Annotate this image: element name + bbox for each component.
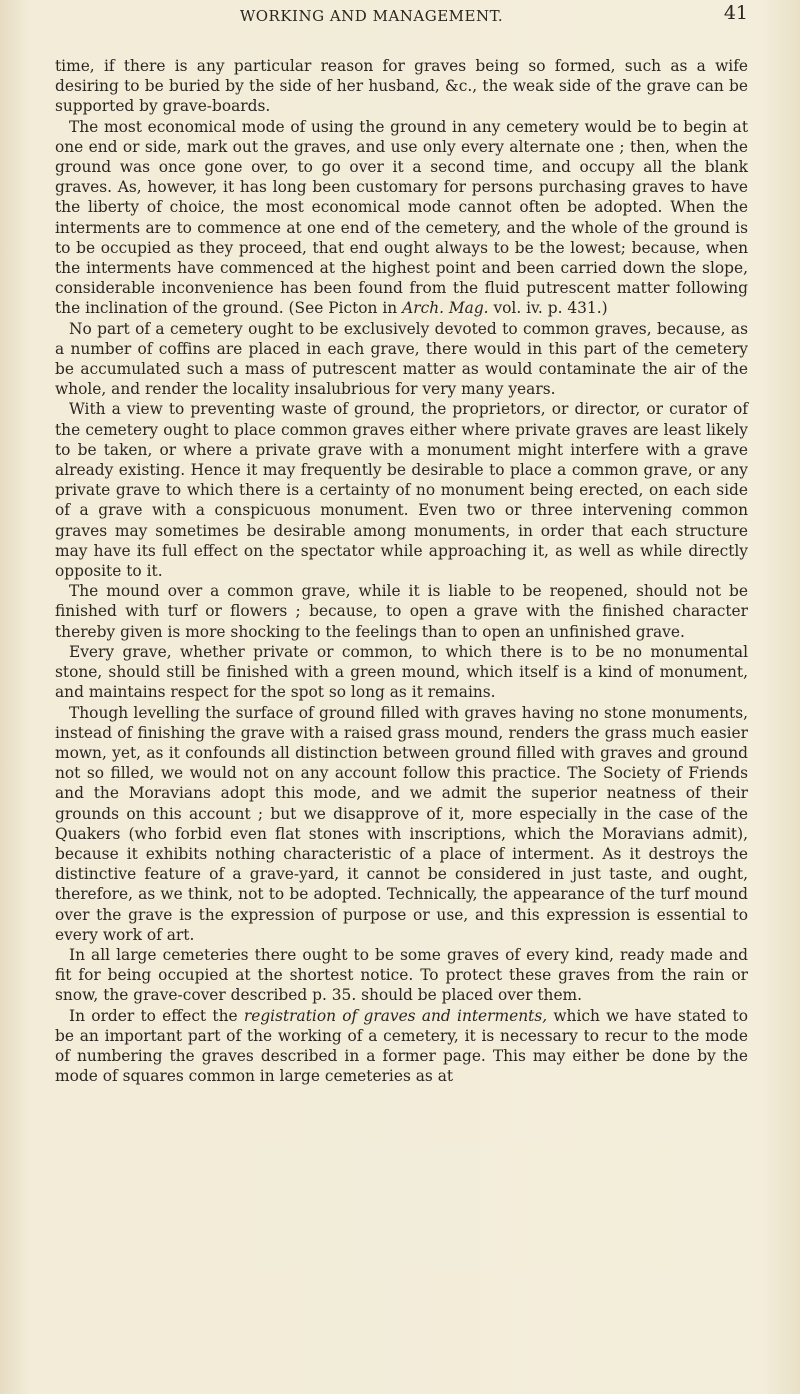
running-head: WORKING AND MANAGEMENT. — [239, 7, 504, 25]
paragraph-2-citation: vol. iv. p. 431.) — [488, 299, 608, 318]
paragraph-7 — [55, 703, 748, 945]
paragraph-5 — [55, 581, 748, 642]
paragraph-4 — [55, 399, 748, 581]
paragraph-9 — [55, 1006, 748, 1087]
paragraph-7-text: Though levelling the surface of ground filled with graves having no stone monuments, instead of finishing the grave with a raised grass mound, renders the grass much easier mown, yet, as it confounds all distinction between ground filled with graves and ground not so filled, we would not on any account follow this practice. The Society of Friends and the Moravians adopt this mode, and we admit the superior neatness of their grounds on this account ; but we disapprove of it, more especially in the case of the Quakers (who forbid even flat stones with inscriptions, which the Moravians admit), because it exhibits nothing characteristic of a place of interment. As it destroys the distinctive feature of a grave-yard, it cannot be considered in just taste, and ought, therefore, as we think, not to be adopted. Technically, the appearance of the turf mound over the grave is the expression of purpose or use, and this expression is essential to every work of art. — [55, 703, 748, 944]
paragraph-6-text: Every grave, whether private or common, to which there is to be no monumental stone, should still be finished with a green mound, which itself is a kind of monument, and maintains respect for the spot so long as it remains. — [55, 642, 748, 702]
paragraph-3-text: No part of a cemetery ought to be exclusively devoted to common graves, because, as a number of coffins are placed in each grave, there would in this part of the cemetery be accumulated such a mass of putrescent matter as would contaminate the air of the whole, and render the locality insalubrious for very many years. — [55, 319, 748, 399]
paragraph-2-text: The most economical mode of using the ground in any cemetery would be to begin at one end or side, mark out the graves, and use only every alternate one ; then, when the ground was once gone over, to go over it a second time, and occupy all the blank graves. As, however, it has long been customary for persons purchasing graves to have the liberty of choice, the most economical mode cannot often be adopted. When the interments are to commence at one end of the cemetery, and the whole of the ground is to be occupied as they proceed, that end ought always to be the lowest; because, when the interments have commenced at the highest point and been carried down the slope, considerable inconvenience has been found from the fluid putrescent matter following the inclination of the ground. (See Picton in — [55, 117, 748, 318]
page-header — [55, 0, 748, 56]
paragraph-9-continuation: which we have stated to be an important part of the working of a cemetery, it is necessary to recur to the mode of numbering the graves described in a former page. This may either be done by the mode of squares common in large cemeteries as at — [55, 1006, 748, 1086]
paragraph-6 — [55, 642, 748, 703]
paragraph-9-text: In order to effect the — [69, 1006, 238, 1025]
paragraph-1 — [55, 56, 748, 117]
paragraph-1-text: time, if there is any particular reason for graves being so formed, such as a wife desiring to be buried by the side of her husband, &c., the weak side of the grave can be supported by grave-boards. — [55, 57, 748, 116]
page-number: 41 — [723, 2, 748, 24]
paragraph-2 — [55, 117, 748, 319]
registration-phrase: registration of graves and interments, — [243, 1006, 548, 1025]
paragraph-3 — [55, 319, 748, 400]
paragraph-8 — [55, 945, 748, 1006]
journal-title: Arch. Mag. — [402, 299, 489, 318]
paragraph-4-text: With a view to preventing waste of ground, the proprietors, or director, or curator of the cemetery ought to place common graves either where private graves are least likely to be taken, or where a private grave with a monument might interfere with a grave already existing. Hence it may frequently be desirable to place a common grave, or any private grave to which there is a certainty of no monument being erected, on each side of a grave with a conspicuous monument. Even two or three intervening common graves may sometimes be desirable among monuments, in order that each structure may have its full effect on the spectator while approaching it, as well as while directly opposite to it. — [55, 400, 748, 581]
body-text — [55, 56, 748, 1086]
paragraph-5-text: The mound over a common grave, while it is liable to be reopened, should not be finished with turf or flowers ; because, to open a grave with the finished character thereby given is more shocking to the feelings than to open an unfinished grave. — [55, 582, 748, 641]
paragraph-8-text: In all large cemeteries there ought to be some graves of every kind, ready made and fit for being occupied at the shortest notice. To protect these graves from the rain or snow, the grave-cover described p. 35. should be placed over them. — [55, 945, 748, 1005]
